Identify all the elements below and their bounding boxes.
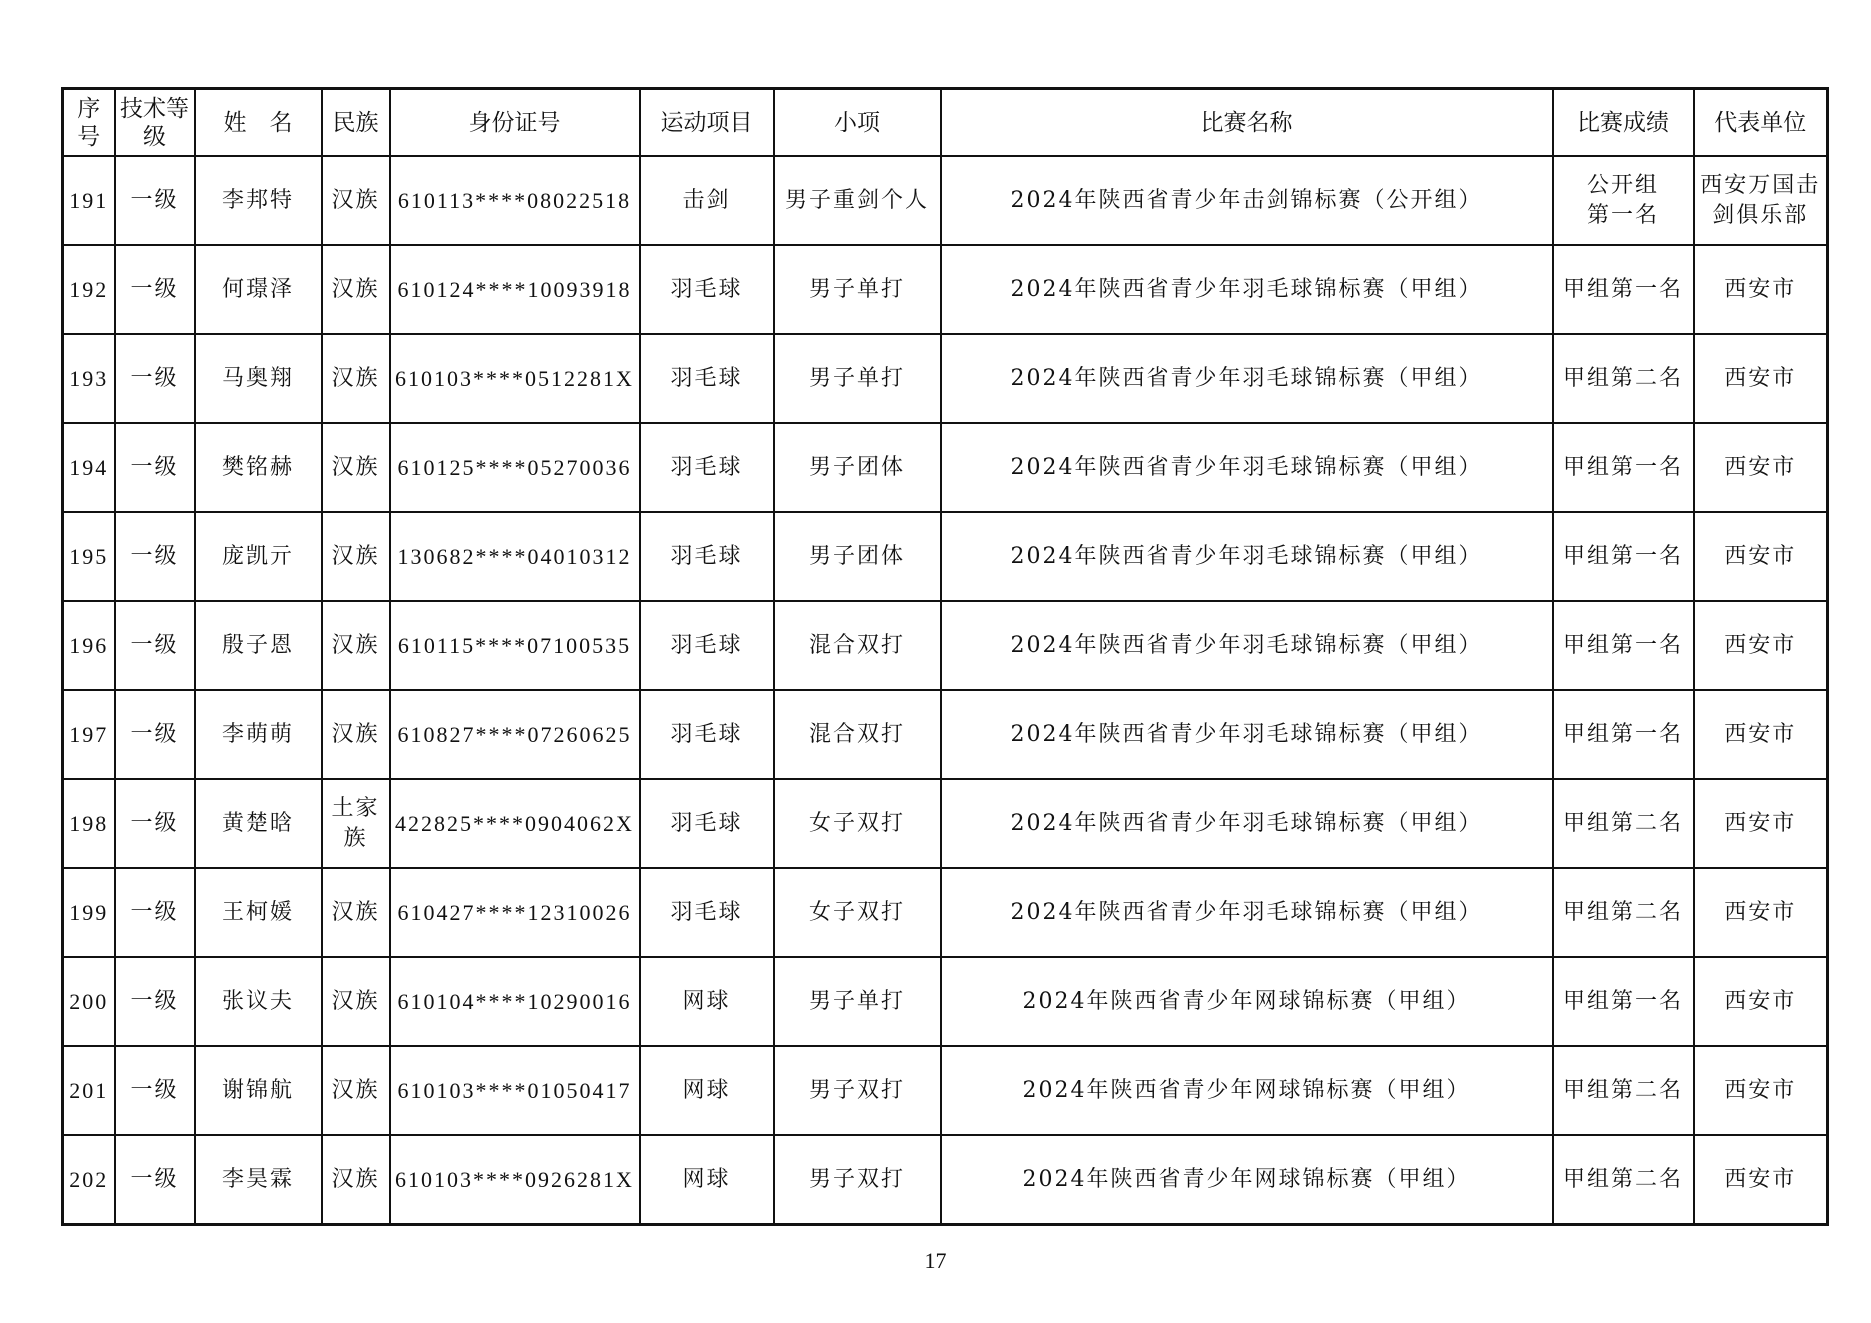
cell-unit: 西安万国击剑俱乐部 (1694, 156, 1828, 245)
cell-id: 610113****08022518 (390, 156, 640, 245)
cell-id: 610104****10290016 (390, 957, 640, 1046)
cell-level: 一级 (115, 868, 195, 957)
header-match: 比赛名称 (941, 89, 1553, 157)
table-row (63, 245, 1828, 334)
cell-id: 610103****01050417 (390, 1046, 640, 1135)
cell-sport: 羽毛球 (640, 512, 774, 601)
cell-unit: 西安市 (1694, 690, 1828, 779)
cell-match: 2024年陕西省青少年网球锦标赛（甲组） (941, 957, 1553, 1046)
cell-level: 一级 (115, 423, 195, 512)
cell-result: 甲组第二名 (1553, 1046, 1694, 1135)
cell-name: 王柯媛 (195, 868, 322, 957)
cell-unit: 西安市 (1694, 868, 1828, 957)
header-row (63, 89, 1828, 157)
cell-sport: 网球 (640, 1135, 774, 1225)
cell-unit: 西安市 (1694, 779, 1828, 868)
table-row (63, 334, 1828, 423)
header-sport: 运动项目 (640, 89, 774, 157)
header-no: 序号 (63, 89, 115, 157)
cell-level: 一级 (115, 1135, 195, 1225)
cell-match: 2024年陕西省青少年羽毛球锦标赛（甲组） (941, 334, 1553, 423)
cell-sport: 网球 (640, 1046, 774, 1135)
cell-id: 610124****10093918 (390, 245, 640, 334)
cell-name: 李昊霖 (195, 1135, 322, 1225)
table-row (63, 156, 1828, 245)
cell-name: 李萌萌 (195, 690, 322, 779)
cell-level: 一级 (115, 690, 195, 779)
cell-level: 一级 (115, 1046, 195, 1135)
cell-id: 422825****0904062X (390, 779, 640, 868)
cell-unit: 西安市 (1694, 957, 1828, 1046)
header-unit: 代表单位 (1694, 89, 1828, 157)
cell-match: 2024年陕西省青少年网球锦标赛（甲组） (941, 1135, 1553, 1225)
cell-ethnicity: 汉族 (322, 690, 390, 779)
cell-result: 甲组第二名 (1553, 1135, 1694, 1225)
cell-level: 一级 (115, 156, 195, 245)
cell-sport: 羽毛球 (640, 779, 774, 868)
cell-level: 一级 (115, 601, 195, 690)
table-body (63, 156, 1828, 1225)
table-row (63, 601, 1828, 690)
cell-unit: 西安市 (1694, 512, 1828, 601)
table-row (63, 1046, 1828, 1135)
cell-id: 610827****07260625 (390, 690, 640, 779)
cell-no: 197 (63, 690, 115, 779)
cell-event: 男子单打 (774, 245, 941, 334)
table-row (63, 1135, 1828, 1225)
cell-id: 610125****05270036 (390, 423, 640, 512)
cell-id: 610427****12310026 (390, 868, 640, 957)
table-row (63, 512, 1828, 601)
cell-sport: 羽毛球 (640, 423, 774, 512)
header-name: 姓 名 (195, 89, 322, 157)
cell-no: 195 (63, 512, 115, 601)
cell-result: 甲组第一名 (1553, 245, 1694, 334)
cell-name: 黄楚晗 (195, 779, 322, 868)
cell-name: 谢锦航 (195, 1046, 322, 1135)
cell-ethnicity: 汉族 (322, 512, 390, 601)
cell-result: 甲组第一名 (1553, 512, 1694, 601)
cell-name: 张议夫 (195, 957, 322, 1046)
cell-unit: 西安市 (1694, 601, 1828, 690)
cell-unit: 西安市 (1694, 1046, 1828, 1135)
cell-match: 2024年陕西省青少年羽毛球锦标赛（甲组） (941, 423, 1553, 512)
table-row (63, 690, 1828, 779)
cell-level: 一级 (115, 245, 195, 334)
cell-id: 610103****0512281X (390, 334, 640, 423)
cell-id: 610115****07100535 (390, 601, 640, 690)
cell-match: 2024年陕西省青少年羽毛球锦标赛（甲组） (941, 512, 1553, 601)
cell-result: 甲组第一名 (1553, 423, 1694, 512)
cell-unit: 西安市 (1694, 423, 1828, 512)
cell-no: 199 (63, 868, 115, 957)
page-number: 17 (924, 1248, 947, 1273)
cell-event: 女子双打 (774, 868, 941, 957)
cell-id: 130682****04010312 (390, 512, 640, 601)
cell-sport: 击剑 (640, 156, 774, 245)
cell-unit: 西安市 (1694, 1135, 1828, 1225)
cell-event: 男子团体 (774, 423, 941, 512)
cell-ethnicity: 土家族 (322, 779, 390, 868)
table-row (63, 957, 1828, 1046)
cell-sport: 羽毛球 (640, 868, 774, 957)
cell-name: 何璟泽 (195, 245, 322, 334)
cell-ethnicity: 汉族 (322, 334, 390, 423)
cell-event: 男子单打 (774, 957, 941, 1046)
cell-result: 甲组第二名 (1553, 779, 1694, 868)
cell-unit: 西安市 (1694, 245, 1828, 334)
header-id: 身份证号 (390, 89, 640, 157)
cell-sport: 羽毛球 (640, 245, 774, 334)
cell-level: 一级 (115, 779, 195, 868)
cell-ethnicity: 汉族 (322, 245, 390, 334)
cell-no: 193 (63, 334, 115, 423)
cell-match: 2024年陕西省青少年羽毛球锦标赛（甲组） (941, 779, 1553, 868)
cell-event: 混合双打 (774, 690, 941, 779)
cell-unit: 西安市 (1694, 334, 1828, 423)
cell-ethnicity: 汉族 (322, 423, 390, 512)
cell-ethnicity: 汉族 (322, 868, 390, 957)
cell-sport: 羽毛球 (640, 601, 774, 690)
cell-result: 甲组第一名 (1553, 957, 1694, 1046)
cell-match: 2024年陕西省青少年羽毛球锦标赛（甲组） (941, 245, 1553, 334)
header-result: 比赛成绩 (1553, 89, 1694, 157)
cell-id: 610103****0926281X (390, 1135, 640, 1225)
cell-name: 马奥翔 (195, 334, 322, 423)
cell-sport: 羽毛球 (640, 334, 774, 423)
table-row (63, 779, 1828, 868)
cell-match: 2024年陕西省青少年羽毛球锦标赛（甲组） (941, 601, 1553, 690)
cell-event: 男子单打 (774, 334, 941, 423)
cell-result: 公开组第一名 (1553, 156, 1694, 245)
header-level: 技术等级 (115, 89, 195, 157)
cell-name: 樊铭赫 (195, 423, 322, 512)
header-event: 小项 (774, 89, 941, 157)
cell-ethnicity: 汉族 (322, 601, 390, 690)
cell-name: 殷子恩 (195, 601, 322, 690)
cell-ethnicity: 汉族 (322, 1046, 390, 1135)
cell-result: 甲组第二名 (1553, 868, 1694, 957)
cell-no: 202 (63, 1135, 115, 1225)
athlete-table (61, 87, 1829, 1226)
cell-ethnicity: 汉族 (322, 156, 390, 245)
cell-level: 一级 (115, 334, 195, 423)
cell-ethnicity: 汉族 (322, 957, 390, 1046)
cell-no: 191 (63, 156, 115, 245)
cell-no: 198 (63, 779, 115, 868)
cell-result: 甲组第一名 (1553, 690, 1694, 779)
cell-no: 196 (63, 601, 115, 690)
cell-level: 一级 (115, 512, 195, 601)
cell-result: 甲组第一名 (1553, 601, 1694, 690)
cell-event: 男子双打 (774, 1135, 941, 1225)
table-row (63, 423, 1828, 512)
cell-event: 男子重剑个人 (774, 156, 941, 245)
cell-match: 2024年陕西省青少年击剑锦标赛（公开组） (941, 156, 1553, 245)
cell-event: 女子双打 (774, 779, 941, 868)
cell-match: 2024年陕西省青少年羽毛球锦标赛（甲组） (941, 690, 1553, 779)
cell-ethnicity: 汉族 (322, 1135, 390, 1225)
cell-no: 200 (63, 957, 115, 1046)
cell-no: 201 (63, 1046, 115, 1135)
cell-match: 2024年陕西省青少年羽毛球锦标赛（甲组） (941, 868, 1553, 957)
cell-event: 男子双打 (774, 1046, 941, 1135)
cell-name: 李邦特 (195, 156, 322, 245)
cell-event: 混合双打 (774, 601, 941, 690)
cell-event: 男子团体 (774, 512, 941, 601)
cell-no: 194 (63, 423, 115, 512)
cell-name: 庞凯亓 (195, 512, 322, 601)
cell-match: 2024年陕西省青少年网球锦标赛（甲组） (941, 1046, 1553, 1135)
header-ethnicity: 民族 (322, 89, 390, 157)
table-row (63, 868, 1828, 957)
cell-level: 一级 (115, 957, 195, 1046)
cell-result: 甲组第二名 (1553, 334, 1694, 423)
cell-no: 192 (63, 245, 115, 334)
cell-sport: 网球 (640, 957, 774, 1046)
cell-sport: 羽毛球 (640, 690, 774, 779)
